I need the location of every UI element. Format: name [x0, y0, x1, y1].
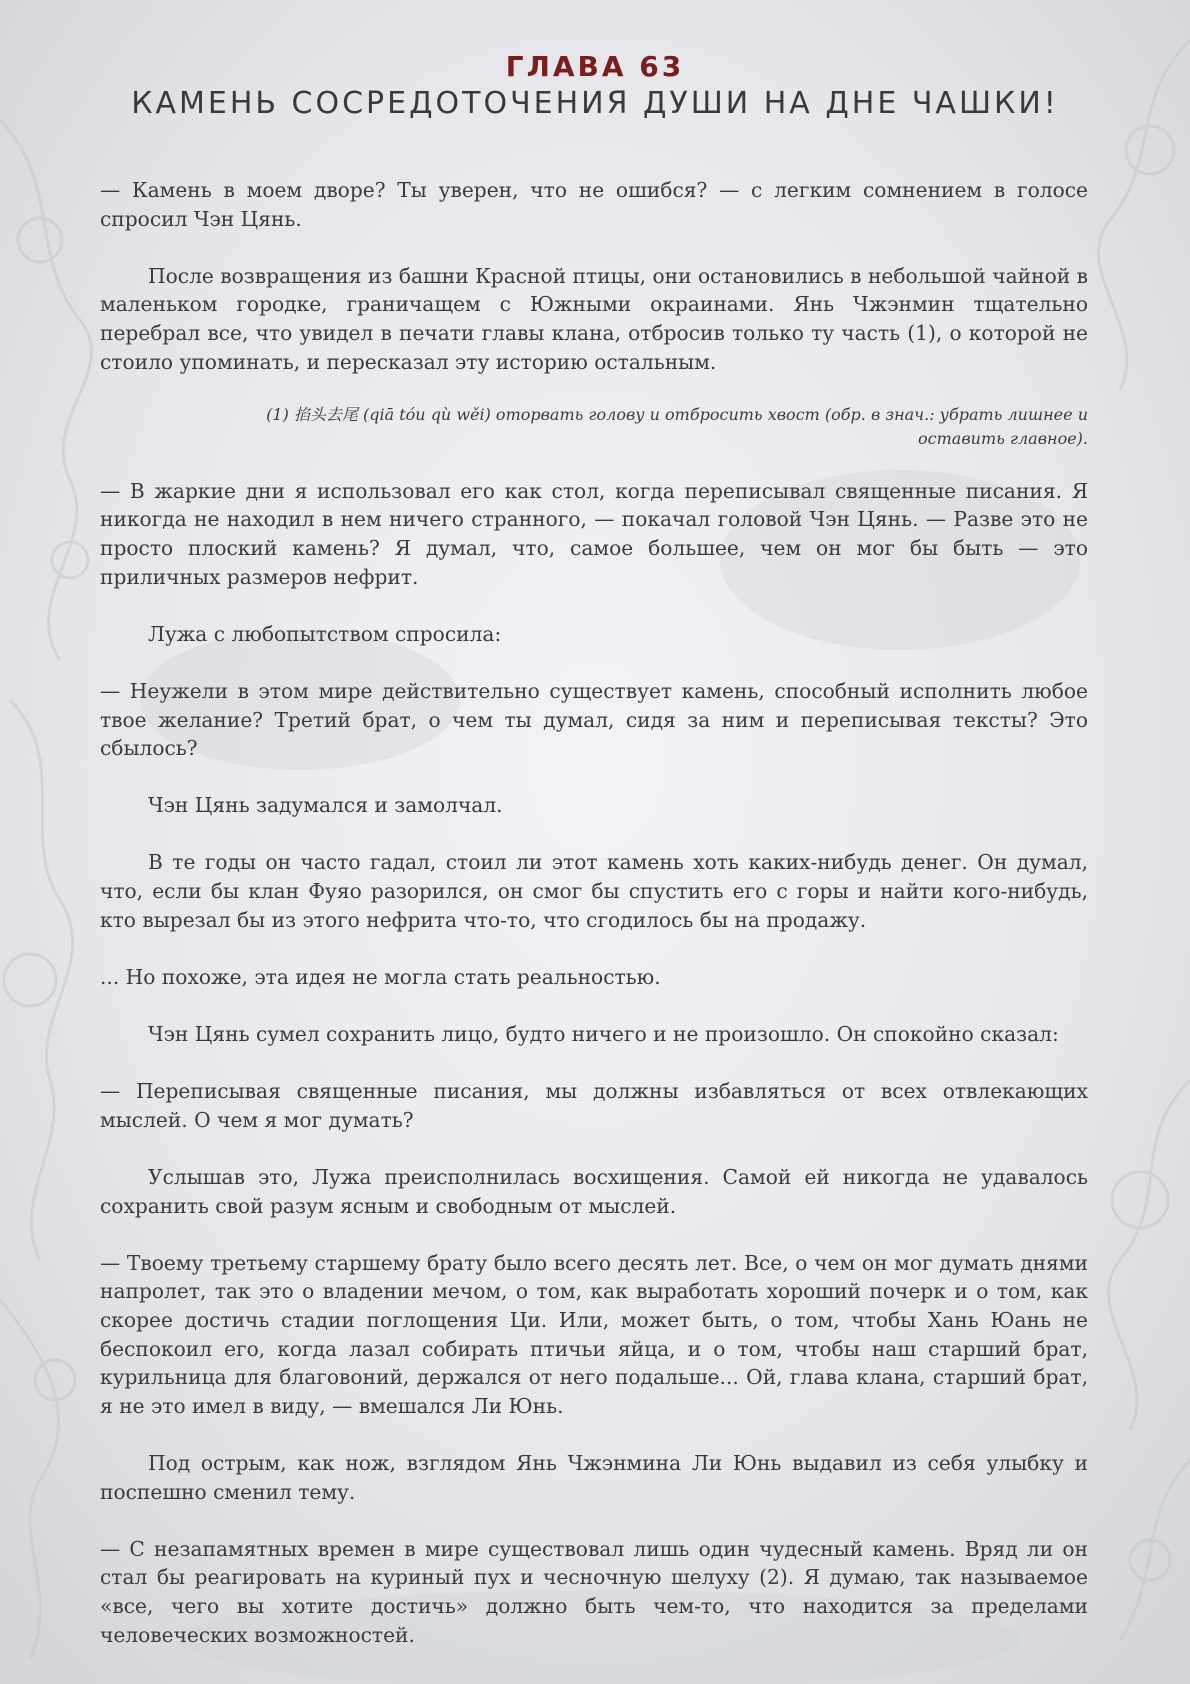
- paragraph: Услышав это, Лужа преисполнилась восхищения. Самой ей никогда не удавалось сохранить свой разум ясным и свободным от мыслей.: [100, 1165, 1088, 1218]
- paragraph: — Камень в моем дворе? Ты уверен, что не ошибся? — с легким сомнением в голосе спросил Чэн Цянь.: [100, 178, 1088, 231]
- paragraph: — С незапамятных времен в мире существовал лишь один чудесный камень. Вряд ли он стал бы реагировать на куриный пух и чесночную шелуху (2). Я думаю, так называемое «все, чего вы хотите достичь» должно быть чем-то, что находится за пределами человеческих возможностей.: [100, 1536, 1088, 1647]
- paragraph: Под острым, как нож, взглядом Янь Чжэнмина Ли Юнь выдавил из себя улыбку и поспешно сменил тему.: [100, 1450, 1088, 1504]
- paragraph: Чэн Цянь сумел сохранить лицо, будто ничего и не произошло. Он спокойно сказал:: [148, 1022, 1059, 1047]
- paragraph: — В жаркие дни я использовал его как стол, когда переписывал священные писания. Я никогда не находил в нем ничего странного, — покачал головой Чэн Цянь. — Разве это не просто плоский камень? Я думал, что, самое большее, чем он мог бы быть — это приличных размеров нефрит.: [100, 478, 1088, 589]
- footnote: (1) 掐头去尾 (qiā tóu qù wěi) оторвать голову и отбросить хвост (обр. в знач.: убрать лишнее и оставить главное).: [266, 404, 1088, 448]
- chapter-body: [100, 176, 1088, 1678]
- paragraph: Чэн Цянь задумался и замолчал.: [148, 793, 503, 818]
- chapter-title: КАМЕНЬ СОСРЕДОТОЧЕНИЯ ДУШИ НА ДНЕ ЧАШКИ!: [131, 86, 1059, 121]
- paragraph: В те годы он часто гадал, стоил ли этот камень хоть каких-нибудь денег. Он думал, что, если бы клан Фуяо разорился, он смог бы спустить его с горы и найти кого-нибудь, кто вырезал бы из этого нефрита что-то, что сгодилось бы на продажу.: [100, 850, 1088, 932]
- paragraph: ... Но похоже, эта идея не могла стать реальностью.: [100, 964, 661, 989]
- paragraph: — Переписывая священные писания, мы должны избавляться от всех отвлекающих мыслей. О чем я мог думать?: [100, 1079, 1088, 1132]
- paragraph: — Твоему третьему старшему брату было всего десять лет. Все, о чем он мог думать днями напролет, так это о владении мечом, о том, как выработать хороший почерк и о том, как скорее достичь стадии поглощения Ци. Или, может быть, о том, чтобы Хань Юань не беспокоил его, когда лазал собирать птичьи яйца, и о том, чтобы наш старший брат, курильница для благовоний, держался от него подальше... Ой, глава клана, старший брат, я не это имел в виду, — вмешался Ли Юнь.: [100, 1250, 1088, 1418]
- paragraph: Лужа с любопытством спросила:: [148, 621, 502, 646]
- paragraph: После возвращения из башни Красной птицы, они остановились в небольшой чайной в маленьком городке, граничащем с Южными окраинами. Янь Чжэнмин тщательно перебрал все, что увидел в печати главы клана, отбросив только ту часть (1), о которой не стоило упоминать, и пересказал эту историю остальным.: [100, 263, 1088, 374]
- chapter-label: ГЛАВА 63: [505, 50, 685, 83]
- paragraph: — Неужели в этом мире действительно существует камень, способный исполнить любое твое желание? Третий брат, о чем ты думал, сидя за ним и переписывая тексты? Это сбылось?: [100, 678, 1088, 761]
